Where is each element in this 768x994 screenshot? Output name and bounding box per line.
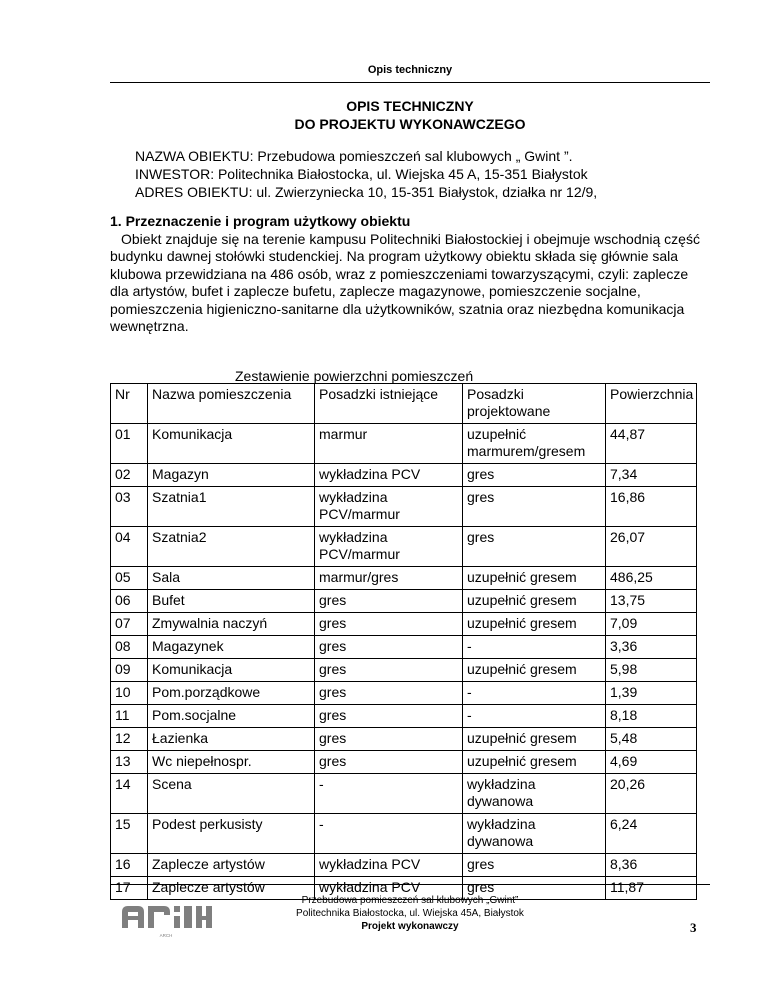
room-number-cell: 09	[111, 659, 148, 682]
room-number-cell: 07	[111, 613, 148, 636]
room-name-cell: Zmywalnia naczyń	[148, 613, 315, 636]
room-area-cell: 1,39	[606, 682, 697, 705]
table-row	[111, 728, 697, 751]
room-area-cell: 11,87	[606, 877, 697, 900]
room-number-cell: 08	[111, 636, 148, 659]
existing-floor-cell: wykładzina PCV/marmur	[315, 527, 463, 567]
room-name-cell: Szatnia2	[148, 527, 315, 567]
room-number-cell: 16	[111, 854, 148, 877]
room-number-cell: 01	[111, 424, 148, 464]
room-name-cell: Zaplecze artystów	[148, 877, 315, 900]
existing-floor-cell: wykładzina PCV	[315, 877, 463, 900]
designed-floor-cell: uzupełnić marmurem/gresem	[463, 424, 606, 464]
room-name-cell: Zaplecze artystów	[148, 854, 315, 877]
page-number: 3	[690, 920, 697, 935]
header-cell: Posadzki istniejące	[315, 384, 463, 424]
existing-floor-cell: gres	[315, 751, 463, 774]
header-cell: Powierzchnia	[606, 384, 697, 424]
room-name-cell: Magazynek	[148, 636, 315, 659]
room-name-cell: Magazyn	[148, 464, 315, 487]
footer-investor: Politechnika Białostocka, ul. Wiejska 45A, Białystok	[296, 908, 524, 919]
room-area-cell: 6,24	[606, 814, 697, 854]
room-name-cell: Podest perkusisty	[148, 814, 315, 854]
room-area-cell: 16,86	[606, 487, 697, 527]
room-number-cell: 04	[111, 527, 148, 567]
table-row	[111, 590, 697, 613]
existing-floor-cell: -	[315, 814, 463, 854]
existing-floor-cell: marmur/gres	[315, 567, 463, 590]
existing-floor-cell: marmur	[315, 424, 463, 464]
designed-floor-cell: uzupełnić gresem	[463, 567, 606, 590]
running-header: Opis techniczny	[367, 64, 453, 76]
header-rule	[110, 82, 710, 83]
room-number-cell: 02	[111, 464, 148, 487]
room-area-cell: 486,25	[606, 567, 697, 590]
room-area-cell: 8,18	[606, 705, 697, 728]
existing-floor-cell: gres	[315, 682, 463, 705]
room-number-cell: 15	[111, 814, 148, 854]
room-number-cell: 10	[111, 682, 148, 705]
existing-floor-cell: wykładzina PCV	[315, 464, 463, 487]
existing-floor-cell: wykładzina PCV/marmur	[315, 487, 463, 527]
room-name-cell: Wc niepełnospr.	[148, 751, 315, 774]
table-row	[111, 636, 697, 659]
header-cell: Posadzki projektowane	[463, 384, 606, 424]
room-number-cell: 13	[111, 751, 148, 774]
designed-floor-cell: gres	[463, 487, 606, 527]
designed-floor-cell: gres	[463, 527, 606, 567]
room-name-cell: Bufet	[148, 590, 315, 613]
table-row	[111, 527, 697, 567]
company-logo	[118, 898, 214, 940]
investor: INWESTOR: Politechnika Białostocka, ul. Wiejska 45 A, 15-351 Białystok	[135, 166, 588, 182]
footer-rule	[110, 884, 710, 885]
designed-floor-cell: uzupełnić gresem	[463, 659, 606, 682]
section-body: Obiekt znajduje się na terenie kampusu Politechniki Białostockiej i obejmuje wschodnią część budynku dawnej stołówki studenckiej. Na program użytkowy obiektu składa się głównie sala klubowa przewidziana na 486 osób, wraz z pomieszczeniami towarzyszącymi, czyli: zaplecze dla artystów, bufet i zaplecze bufetu, zaplecze magazynowe, pomieszczenie socjalne, pomieszczenia higieniczno-sanitarne dla użytkowników, szatnia oraz niezbędna komunikacja wewnętrzna.	[110, 230, 700, 334]
existing-floor-cell: gres	[315, 636, 463, 659]
existing-floor-cell: gres	[315, 705, 463, 728]
table-row	[111, 682, 697, 705]
document-title	[110, 97, 710, 133]
header-cell: Nazwa pomieszczenia	[148, 384, 315, 424]
section-heading: 1. Przeznaczenie i program użytkowy obiektu	[110, 213, 411, 229]
title-line-2: DO PROJEKTU WYKONAWCZEGO	[294, 116, 526, 132]
table-row	[111, 751, 697, 774]
room-name-cell: Komunikacja	[148, 424, 315, 464]
room-area-cell: 8,36	[606, 854, 697, 877]
designed-floor-cell: -	[463, 705, 606, 728]
object-metadata	[135, 147, 597, 201]
logo-graphic	[118, 898, 214, 940]
existing-floor-cell: gres	[315, 728, 463, 751]
room-name-cell: Szatnia1	[148, 487, 315, 527]
designed-floor-cell: -	[463, 682, 606, 705]
designed-floor-cell: uzupełnić gresem	[463, 613, 606, 636]
room-number-cell: 03	[111, 487, 148, 527]
object-name: NAZWA OBIEKTU: Przebudowa pomieszczeń sal klubowych „ Gwint ”.	[135, 148, 573, 164]
table-header-row	[111, 384, 697, 424]
room-area-cell: 7,34	[606, 464, 697, 487]
room-area-cell: 13,75	[606, 590, 697, 613]
table-row	[111, 613, 697, 636]
room-number-cell: 17	[111, 877, 148, 900]
designed-floor-cell: -	[463, 636, 606, 659]
designed-floor-cell: wykładzina dywanowa	[463, 814, 606, 854]
existing-floor-cell: wykładzina PCV	[315, 854, 463, 877]
room-number-cell: 11	[111, 705, 148, 728]
room-name-cell: Scena	[148, 774, 315, 814]
footer-project-type: Projekt wykonawczy	[361, 921, 459, 932]
room-area-cell: 5,48	[606, 728, 697, 751]
room-area-cell: 44,87	[606, 424, 697, 464]
header-cell: Nr	[111, 384, 148, 424]
room-area-cell: 5,98	[606, 659, 697, 682]
section-purpose	[110, 213, 710, 336]
room-area-cell: 3,36	[606, 636, 697, 659]
existing-floor-cell: -	[315, 774, 463, 814]
room-name-cell: Komunikacja	[148, 659, 315, 682]
table-caption: Zestawienie powierzchni pomieszczeń	[235, 368, 474, 384]
designed-floor-cell: uzupełnić gresem	[463, 590, 606, 613]
room-name-cell: Sala	[148, 567, 315, 590]
table-row	[111, 774, 697, 814]
designed-floor-cell: uzupełnić gresem	[463, 751, 606, 774]
room-number-cell: 12	[111, 728, 148, 751]
table-row	[111, 854, 697, 877]
designed-floor-cell: uzupełnić gresem	[463, 728, 606, 751]
room-area-cell: 4,69	[606, 751, 697, 774]
existing-floor-cell: gres	[315, 590, 463, 613]
designed-floor-cell: gres	[463, 877, 606, 900]
room-name-cell: Łazienka	[148, 728, 315, 751]
footer-project-name: Przebudowa pomieszczeń sal klubowych „Gwint”	[301, 895, 519, 906]
existing-floor-cell: gres	[315, 659, 463, 682]
room-number-cell: 05	[111, 567, 148, 590]
object-address: ADRES OBIEKTU: ul. Zwierzyniecka 10, 15-351 Białystok, działka nr 12/9,	[135, 184, 598, 200]
room-number-cell: 06	[111, 590, 148, 613]
table-row	[111, 487, 697, 527]
title-line-1: OPIS TECHNICZNY	[346, 98, 474, 114]
room-name-cell: Pom.porządkowe	[148, 682, 315, 705]
designed-floor-cell: gres	[463, 464, 606, 487]
table-row	[111, 814, 697, 854]
room-area-cell: 20,26	[606, 774, 697, 814]
room-area-cell: 26,07	[606, 527, 697, 567]
room-area-cell: 7,09	[606, 613, 697, 636]
table-row	[111, 464, 697, 487]
designed-floor-cell: wykładzina dywanowa	[463, 774, 606, 814]
room-name-cell: Pom.socjalne	[148, 705, 315, 728]
room-number-cell: 14	[111, 774, 148, 814]
existing-floor-cell: gres	[315, 613, 463, 636]
table-body	[111, 424, 697, 900]
room-area-table	[110, 383, 697, 900]
footer-info	[260, 894, 560, 933]
designed-floor-cell: gres	[463, 854, 606, 877]
table-row	[111, 424, 697, 464]
table-row	[111, 567, 697, 590]
table-row	[111, 659, 697, 682]
table-row	[111, 705, 697, 728]
logo-caption: ARCH	[159, 933, 173, 938]
